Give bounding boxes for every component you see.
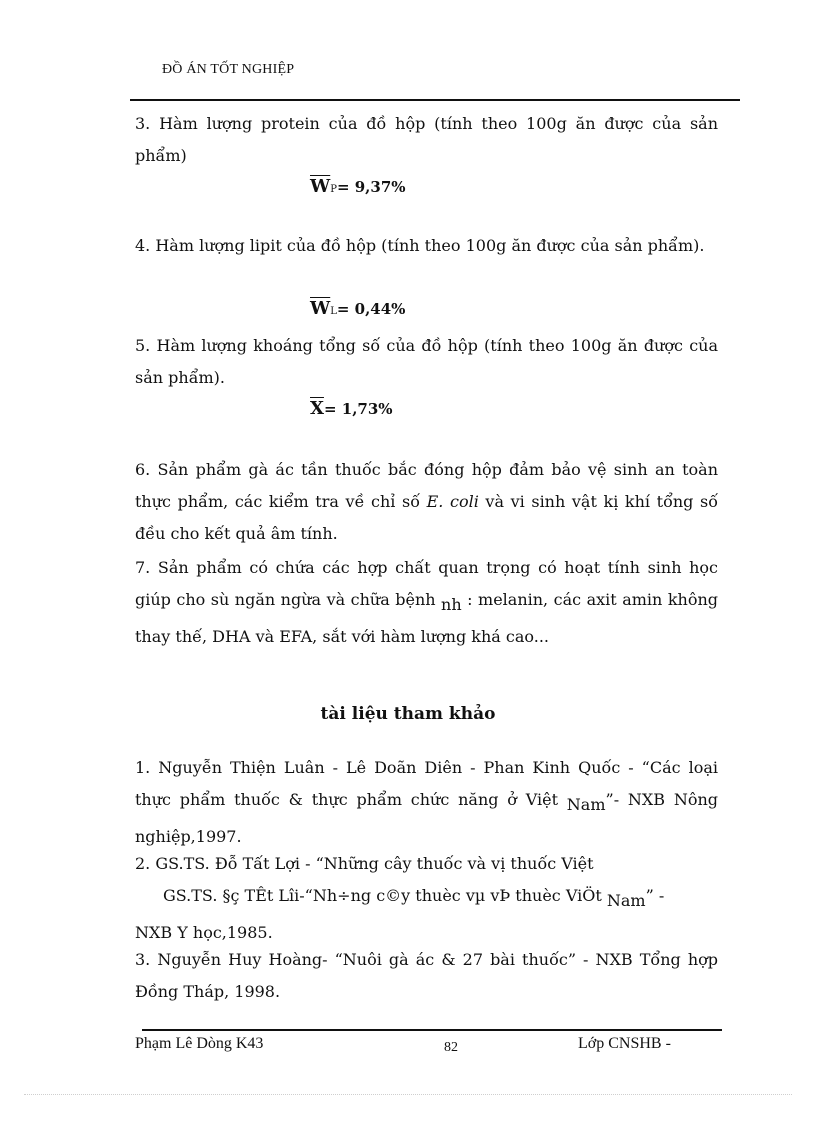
conclusion-item-4: 4. Hàm lượng lipit của đồ hộp (tính theo 100g ăn được của sản phẩm). xyxy=(135,236,705,255)
references-heading: tài liệu tham khảo xyxy=(320,704,496,724)
subscript-text: nh xyxy=(441,595,462,614)
conclusion-item-5: 5. Hàm lượng khoáng tổng số của đồ hộp (tính theo 100g ăn được của sản phẩm). xyxy=(135,336,718,387)
subscript-text: Nam xyxy=(566,795,606,814)
footer-author: Phạm Lê Dòng K43 xyxy=(135,1035,264,1052)
header-divider xyxy=(130,99,740,101)
ecoli-term: E. coli xyxy=(426,492,479,511)
formula-lipid xyxy=(310,298,405,319)
footer-divider xyxy=(142,1029,722,1031)
formula-subscript: L xyxy=(330,306,337,317)
formula-symbol: $\overline{W}$ xyxy=(310,176,331,197)
reference-2-line-1: 2. GS.TS. Đỗ Tất Lợi - “Những cây thuốc và vị thuốc Việt xyxy=(135,854,594,873)
formula-value: = 0,44% xyxy=(336,300,406,318)
formula-subscript: P xyxy=(330,184,337,195)
formula-protein xyxy=(310,176,406,197)
reference-2-line-3: NXB Y học,1985. xyxy=(135,923,273,942)
conclusion-item-3: 3. Hàm lượng protein của đồ hộp (tính theo 100g ăn được của sản phẩm) xyxy=(135,114,718,165)
formula-value: = 9,37% xyxy=(336,178,406,196)
subscript-text: Nam xyxy=(606,891,646,910)
formula-symbol: $\overline{W}$ xyxy=(310,298,331,319)
page-edge-dotted-line xyxy=(24,1094,792,1095)
formula-mineral xyxy=(310,398,393,419)
footer-class: Lớp CNSHB - xyxy=(578,1035,671,1052)
reference-2-line-2: GS.TS. §ç TÊt Lîi-“Nh÷ng c©y thuèc vµ vÞ thuèc ViÖt Nam” - xyxy=(163,886,665,910)
reference-item-1: 1. Nguyễn Thiện Luân - Lê Doãn Diên - Phan Kinh Quốc - “Các loại thực phẩm thuốc & thực phẩm chức năng ở Việt Nam”- NXB Nông nghiệp,1997. xyxy=(135,758,719,846)
formula-symbol: $\overline{X}$ xyxy=(310,398,324,419)
conclusion-item-6: 6. Sản phẩm gà ác tần thuốc bắc đóng hộp đảm bảo vệ sinh an toàn thực phẩm, các kiểm tra về chỉ số E. coli và vi sinh vật kị khí tổng số đều cho kết quả âm tính. xyxy=(135,460,719,543)
conclusion-item-7: 7. Sản phẩm có chứa các hợp chất quan trọng có hoạt tính sinh học giúp cho sù ngăn ngừa và chữa bệnh nh : melanin, các axit amin không thay thế, DHA và EFA, sắt với hàm lượng khá cao... xyxy=(135,558,718,646)
page-header-title: ĐỒ ÁN TỐT NGHIỆP xyxy=(162,62,295,77)
reference-item-2 xyxy=(135,848,718,949)
reference-item-3: 3. Nguyễn Huy Hoàng- “Nuôi gà ác & 27 bài thuốc” - NXB Tổng hợp Đồng Tháp, 1998. xyxy=(135,950,718,1001)
formula-value: = 1,73% xyxy=(323,400,393,418)
page-number: 82 xyxy=(444,1040,458,1055)
